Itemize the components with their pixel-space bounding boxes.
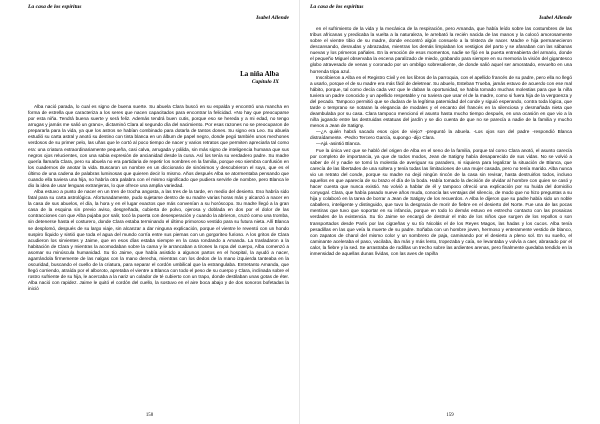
paragraph: Fue la única vez que se habló del origen de Alba en el seno de la familia, porque tal como Clara anotó, el asunto carecía por completo de importancia, ya que de todos modos, Jean de Satigny había desaparecido de sus vidas. No se volvió a saber de él y nadie se tomó la molestia de averiguar su paradero, ni siquiera para legalizar la situación de Blanca, que carecía de las libertades de una soltera y tenía todas las limitaciones de una mujer casada, pero no tenía marido. Alba nunca vio un retrato del conde, porque su madre no dejó ningún rincón de la casa sin revisar, hasta destruirlos todos, incluso aquellos en que aparecía de su brazo el día de la boda. Había tomado la decisión de olvidar al hombre con quien se casó y hacer cuenta que nunca existió. No volvió a hablar de él y tampoco ofreció una explicación por su huida del domicilio conyugal. Clara, que había pasado nueve años muda, conocía las ventajas del silencio, de modo que no hizo preguntas a su hija y colaboró en la tarea de borrar a Jean de Satigny de los recuerdos. A Alba le dijeron que su padre había sido un noble caballero, inteligente y distinguido, que tuvo la desgracia de morir de fiebre en el desierto del Norte. Fue una de las pocas mentiras que tuvo que soportar en su infancia, porque en todo lo demás estuvo en estrecho contacto con las prosaicas verdades de la existencia. Su tío Jaime se encargó de destruir el mito de los niños que surgen de los repollos o son transportados desde París por las cigüeñas y su tío Nicolás el de los Reyes Magos, las hadas y los cucos. Alba tenía pesadillas en las que veía la muerte de su padre. Soñaba con un hombre joven, hermoso y enteramente vestido de blanco, con zapatos de charol del mismo color y un sombrero de paja, caminando por el desierto a pleno sol. En su sueño, el caminante aceleraba el paso, vacilaba, iba más y más lento, tropezaba y caía, se levantaba y volvía a caer, abrasado por el calor, la fiebre y la sed. Se arrastraba de rodillas un trecho sobre las ardientes arenas, pero finalmente quedaba tendido en la inmensidad de aquellas dunas lívidas, con las aves de rapiña bbox=[310, 147, 572, 256]
paragraph: Alba estuvo a punto de nacer en un tren de trocha angosta, a las tres de la tarde, en medio del desierto. Eso habría sido fatal para su carta astrológica. Afortunadamente, pudo sujetarse dentro de su madre varias horas más y alcanzó a nacer en la casa de sus abuelos, el día, la hora y en el lugar exactos que más convenían a su horóscopo. Su madre llegó a la gran casa de la esquina sin previo aviso, desgreñada, cubierta de polvo, ojerosa y doblada en dos por el dolor de las contracciones con que Alba pujaba por salir, tocó la puerta con desesperación y cuando la abrieron, cruzó como una tromba, sin detenerse hasta el costurero, donde Clara estaba terminando el último primoroso vestido para su futura nieta. Allí Blanca se desplomó, después de su largo viaje, sin alcanzar a dar ninguna explicación, porque el vientre le reventó con un hondo suspiro líquido y sintió que toda el agua del mundo corría entre sus piernas con un gorgoriteo furioso. A los gritos de Clara acudieron los sirvientes y Jaime, que en esos días estaba siempre en la casa rondando a Amanda. La trasladaron a la habitación de Clara y mientras la acomodaban sobre la cama y le arrancaban a tirones la ropa del cuerpo, Alba comenzó a asomar su minúscula humanidad. Su tío Jaime, que había asistido a algunos partos en el hospital, la ayudó a nacer, agarrándola firmemente de las nalgas con la mano derecha, mientras con los dedos de la mano izquierda tanteaba en la oscuridad, buscando el cuello de la criatura, para separar el cordón umbilical que la estrangulaba. Entretanto Amanda, que llegó corriendo, atraída por el alboroto, apretaba el vientre a Blanca con todo el peso de su cuerpo y Clara, inclinada sobre el rostro sufriente de su hija, le acercaba a la nariz un colador de té cubierto con un trapo, donde destilaban unas gotas de éter. Alba nació con rapidez. Jaime le quitó el cordón del cuello, la sostuvo en el aire boca abajo y de dos sonoros bofetadas la inició bbox=[28, 189, 289, 292]
dialogue-paragraph: —Ajá -asintió Blanca. bbox=[316, 141, 361, 147]
running-header-author: Isabel Allende bbox=[256, 15, 289, 21]
running-header-title: La casa de los espíritus bbox=[310, 4, 364, 10]
paragraph: en el sufrimiento de la vida y la mecánica de la respiración, pero Amanda, que había leído sobre las costumbres de las tribus africanas y predicaba la vuelta a la naturaleza, le arrebató la recién nacida de las manos y la colocó amorosamente sobre el vientre tibio de su madre, donde encontró algún consuelo a la tristeza de nacer. Madre e hija permanecieron descansando, desnudas y abrazadas, mientras los demás limpiaban los vestigios del parto y se afanaban con las sábanas nuevas y los primeros pañales. En la emoción de esos momentos, nadie se fijó en la puerta entreabierta del armario, donde el pequeño Miguel observaba la escena paralizado de miedo, grabando para siempre en su memoria la visión del gigantesco globo atravesado de venas y coronado por un ombligo sobresaliente, de donde salió aquel ser amoratado, envuelto en una horrenda tripa azul. bbox=[310, 26, 572, 74]
right-page bbox=[300, 0, 600, 424]
paragraph: Alba nació parada, lo cual es signo de buena suerte. Su abuela Clara buscó en su espalda y encontró una mancha en forma de estrella que caracteriza a los seres que nacen capacitados para encontrar la felicidad. «No hay que preocuparse por esta niña. Tendrá buena suerte y será feliz. Además tendrá buen cutis, porque eso se hereda y a mi edad, no tengo arrugas y jamás me salió un grano», dictaminó Clara al segundo día del nacimiento. Por esas razones no se preocuparon de prepararla para la vida, ya que los astros se habían combinado para dotarla de tantos dones. Su signo era Leo. Su abuela estudió su carta astral y anotó su destino con tinta blanca en un álbum de papel negro, donde pegó también unos mechones verdosos de su primer pelo, las uñas que le cortó al poco tiempo de nacer y varios retratos que permiten apreciarla tal como era: una criatura extraordinariamente pequeña, casi calva, arrugada y pálida, sin más signo de inteligencia humana que sus negros ojos relucientes, con una sabia expresión de ancianidad desde la cuna. Así los tenía su verdadero padre. Su madre quería llamarla Clara, pero su abuela no era partidaria de repetir los nombres en la familia, porque eso siembra confusión en los cuadernos de anotar la vida. Buscaron un nombre en un diccionario de sinónimos y descubrieron el suyo, que es el último de una cadena de palabras luminosas que quieren decir lo mismo. Años después Alba se atormentaba pensando que cuando ella tuviera una hija, no habría otra palabra con el mismo significado que pudiera servirle de nombre, pero Blanca le dio la idea de usar lenguas extranjeras, lo que ofrece una amplia variedad. bbox=[28, 104, 289, 189]
chapter-title: La niña Alba bbox=[240, 70, 279, 78]
paragraph: Inscribieron a Alba en el Registro Civil y en los libros de la parroquia, con el apellido francés de su padre, pero ella no llegó a usarlo, porque el de su madre era más fácil de deletrear. Su abuelo, Esteban Trueba, jamás estuvo de acuerdo con ese mal hábito, porque, tal como decía cada vez que le daban la oportunidad, se había tomado muchas molestias para que la niña tuviera un padre conocido y un apellido respetable y no tuviera que usar el de la madre, como si fuera hija de la vergüenza y del pecado. Tampoco permitió que se dudara de la legítima paternidad del conde y siguió esperando, contra toda lógica, que tarde o temprano se notaran la elegancia de modales y el encanto del francés en la silenciosa y desmañada nieta que deambulaba por su casa. Clara tampoco mencionó el asunto hasta mucho tiempo después, en una ocasión en que vio a la niña jugando entre las destruidas estatuas del jardín y se dio cuenta de que no se parecía a nadie de la familia y mucho menos a Jean de Satigny. bbox=[310, 74, 572, 129]
chapter-number: Capítulo IX bbox=[251, 79, 279, 85]
dialogue-paragraph: —¿A quién habrá sacado esos ojos de viejo? -preguntó la abuela. -Los ojos son del padre -respondió Blanca distraídamente. -Pedro Tercero García, supongo -dijo Clara. bbox=[310, 129, 572, 141]
running-header bbox=[28, 0, 289, 26]
left-page-body bbox=[28, 104, 289, 292]
running-header-title: La casa de los espíritus bbox=[28, 4, 82, 10]
running-header bbox=[310, 0, 572, 26]
page-number: 159 bbox=[446, 413, 454, 418]
right-page-body bbox=[310, 26, 572, 257]
page-number: 158 bbox=[145, 413, 154, 418]
chapter-heading bbox=[28, 70, 279, 85]
running-header-author: Isabel Allende bbox=[539, 15, 572, 21]
